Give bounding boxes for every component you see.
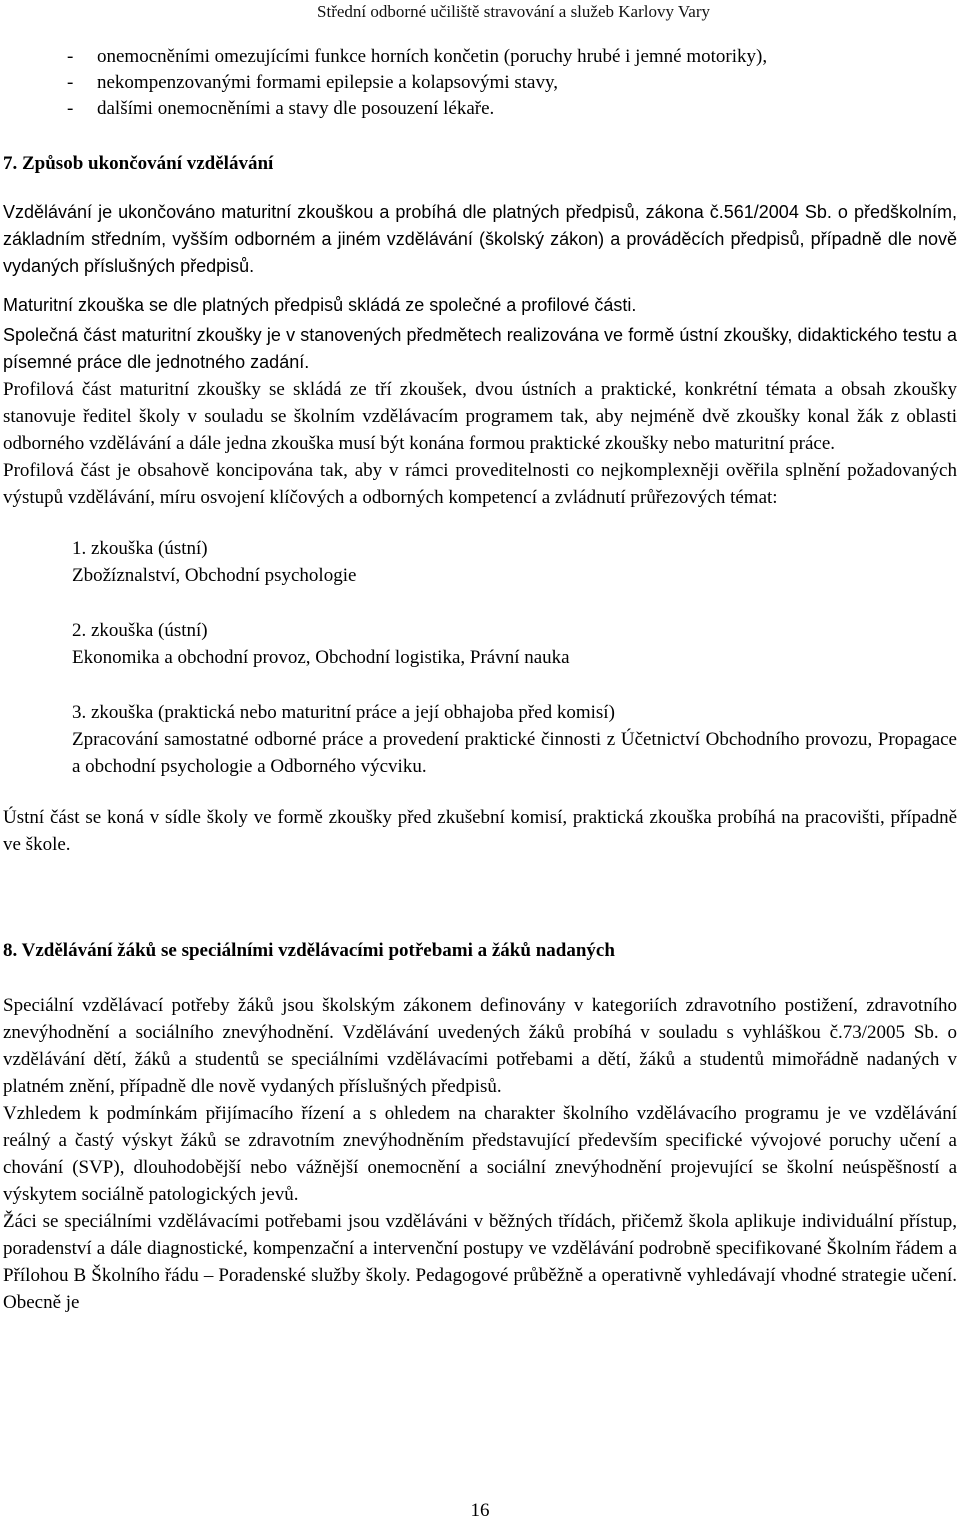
bullet-item: - onemocněními omezujícími funkce horních končetin (poruchy hrubé i jemné motoriky), [67, 46, 768, 67]
document-header: Střední odborné učiliště stravování a služeb Karlovy Vary [317, 2, 710, 21]
paragraph: Profilová část maturitní zkoušky se skládá ze tří zkoušek, dvou ústních a praktické, konkrétní témata a obsah zkoušky stanovuje ředitel školy v souladu se školním vzdělávacím programem tak, aby nejméně dvě zkoušky konal žák z oblasti odborného vzdělávání a dále jedna zkouška musí být konána formou praktické zkoušky nebo maturitní práce. [3, 379, 957, 454]
bullet-item: - dalšími onemocněními a stavy dle posouzení lékaře. [67, 98, 495, 119]
paragraph: Profilová část je obsahově koncipována tak, aby v rámci proveditelnosti co nejkomplexněji ověřila splnění požadovaných výstupů vzdělávání, míru osvojení klíčových a odborných kompetencí a zvládnutí průřezových témat: [3, 460, 957, 508]
document-body [3, 44, 957, 1316]
paragraph: Vzdělávání je ukončováno maturitní zkouškou a probíhá dle platných předpisů, zákona č.561/2004 Sb. o předškolním, základním středním, vyšším odborném a jiném vzdělávání (školský zákon) a prováděcích předpisů, případně dle nově vydaných příslušných předpisů. [3, 202, 957, 276]
exam-subjects: Ekonomika a obchodní provoz, Obchodní logistika, Právní nauka [72, 647, 570, 668]
section-heading: 8. Vzdělávání žáků se speciálními vzdělávacími potřebami a žáků nadaných [3, 940, 615, 961]
paragraph: Maturitní zkouška se dle platných předpisů skládá ze společné a profilové části. [3, 295, 637, 315]
paragraph: Ústní část se koná v sídle školy ve formě zkoušky před zkušební komisí, praktická zkouška probíhá na pracovišti, případně ve škole. [3, 807, 957, 855]
bullet-item: - nekompenzovanými formami epilepsie a kolapsovými stavy, [67, 72, 558, 93]
exam-item [3, 617, 957, 671]
page-number: 16 [470, 1500, 490, 1521]
exam-title: 1. zkouška (ústní) [72, 538, 208, 559]
exam-subjects: Zbožíznalství, Obchodní psychologie [72, 565, 357, 586]
paragraph: Vzhledem k podmínkám přijímacího řízení a s ohledem na charakter školního vzdělávacího programu je ve vzdělávání reálný a častý výskyt žáků se zdravotním znevýhodněním představující především specifické vývojové poruchy učení a chování (SVP), dlouhodobější nebo vážnější onemocnění a sociální znevýhodnění projevující se školní neúspěšností a výskytem sociálně patologických jevů. [3, 1103, 957, 1205]
paragraph: Žáci se speciálními vzdělávacími potřebami jsou vzděláváni v běžných třídách, přičemž škola aplikuje individuální přístup, poradenství a dále diagnostické, kompenzační a intervenční postupy ve vzdělávání podrobně specifikované Školním řádem a Přílohou B Školního řádu – Poradenské služby školy. Pedagogové průběžně a operativně vyhledávají vhodné strategie učení. Obecně je [3, 1211, 957, 1313]
exam-title: 2. zkouška (ústní) [72, 620, 208, 641]
exam-title: 3. zkouška (praktická nebo maturitní práce a její obhajoba před komisí) [72, 702, 615, 723]
paragraph: Speciální vzdělávací potřeby žáků jsou školským zákonem definovány v kategoriích zdravotního postižení, zdravotního znevýhodnění a sociálního znevýhodnění. Vzdělávání uvedených žáků probíhá v souladu s vyhláškou č.73/2005 Sb. o vzdělávání dětí, žáků a studentů se speciálními vzdělávacími potřebami a dětí, žáků a studentů mimořádně nadaných v platném znění, případně dle nově vydaných příslušných předpisů. [3, 995, 957, 1097]
exam-item [3, 535, 957, 589]
exam-subjects: Zpracování samostatné odborné práce a provedení praktické činnosti z Účetnictví Obchodního provozu, Propagace a obchodní psychologie a Odborného výcviku. [72, 729, 957, 777]
paragraph: Společná část maturitní zkoušky je v stanovených předmětech realizována ve formě ústní zkoušky, didaktického testu a písemné práce dle jednotného zadání. [3, 325, 957, 372]
section-heading: 7. Způsob ukončování vzdělávání [3, 153, 274, 174]
exam-item [3, 699, 957, 780]
